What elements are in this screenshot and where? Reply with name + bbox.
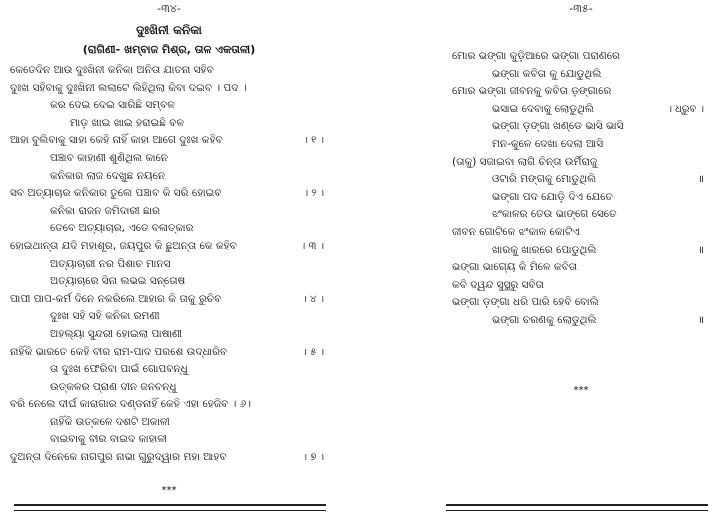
stanza-number: ॥ — [698, 314, 704, 326]
poem-line — [10, 62, 328, 80]
poem-line-text: ନାହିଁକି ଭାରତେ କେହି ବୀର ରାମ-ପାଦ ପରଶେ ଉଦ୍ଧାରିବ — [10, 345, 228, 358]
poem-line — [452, 294, 710, 312]
poem-line-text: ଝଂକାଳର ତେଉ ଭାଙ୍ଗେ ସେତେ — [492, 208, 617, 221]
poem-line-text: ଅହଲ୍ୟା ସୁନ୍ଦରୀ ହୋଇଲା ପାଷାଣୀ — [50, 327, 183, 340]
poem-line-text: ତେବେ ଅତ୍ୟାଚାର, ଏତେ ବଳାତ୍କାର — [50, 222, 194, 235]
stanza-number: ॥ — [698, 244, 704, 256]
poem-line-text: ଭଙ୍ଗା ଚରଣକୁ ଲୋଡୁଥିଲି — [492, 313, 597, 326]
poem-line-text: କବି ଦ୍ୱନ୍ଦ ସୁସ୍ଥରୁ ସବିତା — [452, 278, 544, 291]
poem-line — [10, 326, 328, 344]
poem-line-text: ତା ଦୁଃଖ ଫେରିବା ପାଇଁ ଗୋପବନ୍ଧୁ — [50, 363, 188, 376]
poem-line — [10, 431, 328, 449]
end-mark: *** — [161, 485, 177, 496]
stanza-number: । ୪ । — [302, 293, 324, 305]
poem-line-text: ବାଇବାକୁ ବୀର ବାଇଦ କାହାଳୀ — [50, 433, 168, 446]
poem-line — [452, 154, 710, 172]
poem-line-text: ଭସାଇ ଦେବାକୁ ଲୋଡୁଥିଲି — [492, 102, 595, 115]
poem-line — [452, 101, 710, 119]
poem-line — [452, 224, 710, 242]
poem-line-text: ମାଡ଼ ଖାଇ ଖାଇ ହରାଇଛି ବଳ — [70, 116, 184, 129]
poem-line — [10, 256, 328, 274]
poem-line — [452, 312, 710, 330]
poem-line-text: ହୋଇଥାନ୍ତା ଯଦି ମହାଶୂର, ଜୟପୁର କି ଛୁଅନ୍ତା କେ କହିବ — [10, 239, 237, 252]
poem-line — [10, 203, 328, 221]
poem-line — [10, 115, 328, 133]
poem-line-text: ଭଙ୍ଗା ଭାଗ୍ୟେ କି ମିଳେ କବିତା — [452, 261, 578, 274]
page-number: -୩୫- — [569, 2, 593, 15]
poem-line — [10, 396, 328, 414]
poem-line-text: କର ଦେଇ ଦେଇ ସାରିଛି ସମ୍ବଳ — [50, 99, 175, 112]
poem-line — [452, 242, 710, 260]
poem-line — [452, 277, 710, 295]
poem-line — [10, 150, 328, 168]
poem-line-text: କେତେଦିନ ଆଉ ଦୁଃଖିନୀ କନିକା ଅନିତା ଯାତନା ସହିବ — [10, 64, 214, 76]
left-page — [10, 0, 328, 520]
poem-line-text: ଓଟାରି ମଙ୍ଗକୁ ମୋଡୁଥିଲି — [492, 173, 597, 186]
stanza-number: । ୭ । — [302, 452, 324, 464]
poem-line — [452, 83, 710, 101]
page-number: -୩୪- — [157, 2, 181, 15]
stanza-number: । ୨ । — [303, 188, 324, 200]
poem-line — [10, 80, 328, 98]
poem-line-text: ଭଙ୍ଗା ଡ଼ଙ୍ଗା ଧରି ପାରି ହେବି ବୋଲି — [452, 296, 599, 309]
stanza-number: ॥ — [698, 174, 704, 186]
poem-line-text: ନାହିଁକି ଉତ୍କଳେ ଦଶଟି ଅକାଳୀ — [50, 415, 170, 428]
poem-line — [452, 189, 710, 207]
poem-line — [10, 273, 328, 291]
poem-line-text: ପଞ୍ଚାବ କାହାଣୀ ଶୁଣିଥିଲ କାନେ — [50, 151, 169, 164]
poem-line — [10, 238, 328, 256]
poem-line — [452, 136, 710, 154]
poem-line-text: ଭଙ୍ଗା କବିତା କୁ ଯୋଡୁଥିଲି — [492, 67, 602, 80]
page-bottom-rule — [14, 504, 326, 511]
end-mark: *** — [573, 385, 589, 396]
poem-line-text: ପାପୀ ପାପ-କର୍ମ ଦିନେ ନକରିଲେ ଆହାର କି ତାକୁ ରୁଚିବ — [10, 292, 222, 305]
poem-line-text: ମୋର ଭଙ୍ଗା କୁଡ଼ିଆରେ ଭଙ୍ଗା ପରାଣରେ — [452, 50, 620, 62]
poem-lines — [452, 48, 710, 330]
poem-line — [10, 185, 328, 203]
poem-line — [452, 66, 710, 84]
poem-lines — [10, 62, 328, 467]
right-page — [452, 0, 710, 520]
poem-line-text: ଦୁଅନ୍ତା ଦିନେକେ ନାଗପୁର ନାଭା ଗୁରୁଦ୍ୱାର ମହା ଆହବ — [10, 451, 227, 464]
stanza-number: । ୧ । — [303, 135, 324, 147]
poem-line-text: ଅତ୍ୟାଚାରେ ସିନା ଲଭଇ ସନ୍ତୋଷ — [50, 275, 186, 288]
poem-line-text: ଭଙ୍ଗା ପଦ ଯୋଡ଼ି ଦିଏ ଯେତେ — [492, 190, 613, 203]
stanza-number: । ୩ । — [300, 240, 324, 252]
poem-line — [452, 259, 710, 277]
poem-line-text: ମନ-କୁଳେ ଦେଖା ଦେଲା ଆସି — [492, 137, 604, 150]
poem-line — [10, 449, 328, 467]
poem-line-text: ଆହା ବୁଲିବାକୁ ସାହା କେହି ନାହିଁ କାହା ଆଗେ ଦୁଃଖ କହିବ — [10, 134, 223, 147]
poem-line — [10, 308, 328, 326]
poem-line-text: ଜୀବନ ଗୋଟିକେ ଝଂକାଳ କୋଟିଏ — [452, 225, 580, 238]
poem-line-text: ଉତ୍କଳର ପ୍ରାଣ ଦୀନ ଜନବନ୍ଧୁ — [50, 380, 177, 393]
poem-line-text: ସବ ଅତ୍ୟାଚାର କନିକାର ତୁଲେ ପଞ୍ଚାବ କି ସରି ହୋଇବ — [10, 187, 222, 200]
poem-line-text: (ତାକୁ) ସଜାଇବା ଲାଗି ଚିନ୍ତା ଉର୍ମିରାଜୁ — [452, 155, 598, 168]
poem-line-text: ଖାରକୁ ଖାରରେ ପୋଡୁଥିଲି — [492, 243, 597, 256]
poem-line-text: ଅତ୍ୟାଚାରୀ ନର ପିଶାଚ ମାନସ — [50, 257, 171, 270]
poem-line — [10, 379, 328, 397]
raga-tala-line: (ରାଗିଣୀ- ଖମ୍ବାଜ ମିଶ୍ର, ତାଳ ଏକତାଳୀ) — [82, 43, 256, 56]
poem-line — [10, 291, 328, 309]
poem-line — [10, 97, 328, 115]
poem-title: ଦୁଃଖିନୀ କନିକା — [136, 23, 202, 37]
poem-line — [452, 118, 710, 136]
poem-line-text: ଦୁଃଖ ସହି ସହି କନିକା ରମଣୀ — [50, 310, 160, 323]
poem-line — [10, 220, 328, 238]
stanza-number: । ଧ୍ରୁବ । — [667, 103, 704, 115]
poem-line-text: କନିକାର ଲାଜ ଦେଖୁଛ ନୟନେ — [50, 169, 166, 182]
poem-line-text: ବରି ନେଲେ ଦୀର୍ଘ କାରାଗାର ଦଣ୍ଡନାହିଁ କେହି ଏହା ହେଜିବ । ୬। — [10, 398, 252, 411]
poem-line — [10, 344, 328, 362]
poem-line-text: ମୋର ଭଙ୍ଗା ଜୀବନକୁ କବିତା ଡ଼ଙ୍ଗାରେ — [452, 85, 612, 98]
page-bottom-rule — [446, 504, 708, 511]
poem-line — [10, 132, 328, 150]
poem-line-text: କନିକା ରାଜନ ଜମିଦାରୀ ଛାର — [50, 204, 160, 217]
stanza-number: । ୫ । — [302, 346, 324, 358]
poem-line — [452, 171, 710, 189]
poem-line-text: ଦୁଃଖ ସହିବାକୁ ଦୁଃଖିନୀ ଲଲାଟେ ଲିହିଥିଲା କିବା ଦଇବ । ପଦ । — [10, 81, 247, 94]
poem-line — [10, 414, 328, 432]
poem-line — [10, 168, 328, 186]
poem-line — [452, 48, 710, 66]
poem-line — [10, 361, 328, 379]
poem-line-text: ଭଙ୍ଗା ଡ଼ଙ୍ଗା ଖଣ୍ଡେ ଭାସି ଭାସି — [492, 120, 624, 133]
poem-line — [452, 206, 710, 224]
